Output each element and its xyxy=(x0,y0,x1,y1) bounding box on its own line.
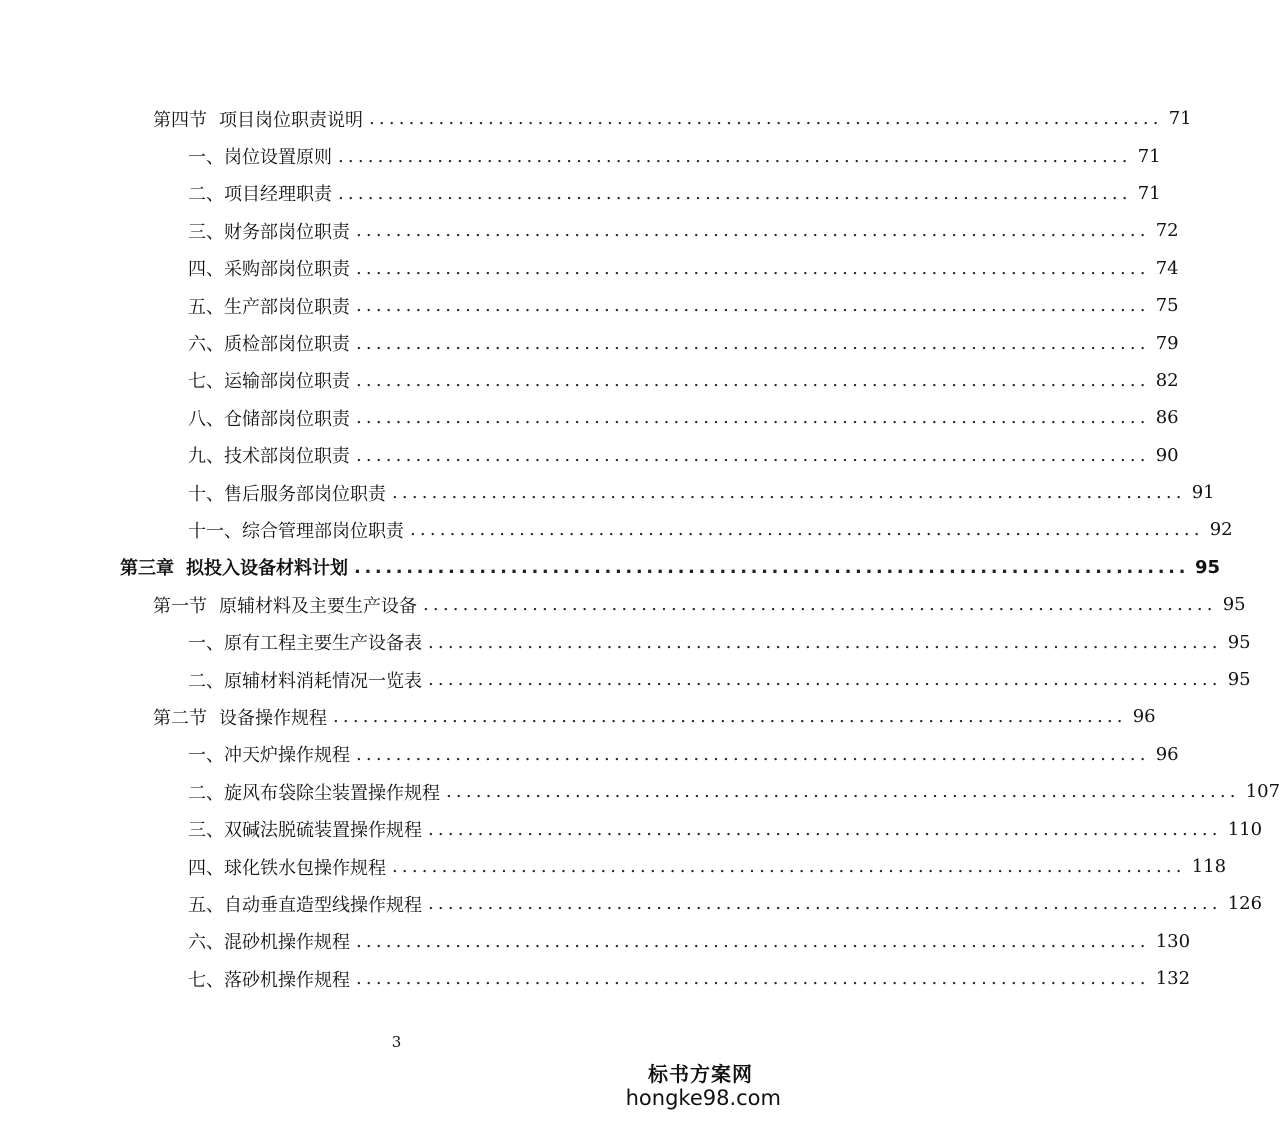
toc-entry-item[interactable] xyxy=(0,848,1227,885)
toc-page-number: 96 xyxy=(1155,743,1179,765)
toc-leader-dots: ................................................................................ xyxy=(428,818,1222,840)
toc-entry-text: 双碱法脱硫装置操作规程 xyxy=(224,820,422,842)
toc-entry-item[interactable] xyxy=(0,511,1233,548)
toc-leader-dots: ................................................................................ xyxy=(446,781,1240,803)
toc-entry-title xyxy=(153,704,327,730)
toc-entry-section[interactable] xyxy=(0,100,1192,137)
toc-entry-text: 原辅材料及主要生产设备 xyxy=(219,595,417,617)
toc-entry-text: 综合管理部岗位职责 xyxy=(242,520,404,542)
toc-entry-item[interactable] xyxy=(0,250,1179,287)
toc-entry-item[interactable] xyxy=(0,623,1251,660)
toc-page-number: 71 xyxy=(1168,108,1192,130)
toc-entry-title xyxy=(188,442,350,468)
toc-entry-text: 项目经理职责 xyxy=(224,184,332,206)
toc-entry-title xyxy=(188,293,350,319)
toc-entry-title xyxy=(188,891,422,917)
toc-entry-prefix: 五、 xyxy=(188,894,224,916)
toc-entry-item[interactable] xyxy=(0,212,1179,249)
toc-page-number: 90 xyxy=(1155,444,1179,466)
toc-entry-text: 设备操作规程 xyxy=(219,707,327,729)
toc-entry-title xyxy=(153,106,363,132)
toc-entry-prefix: 第一节 xyxy=(153,595,207,617)
toc-entry-title xyxy=(188,405,350,431)
toc-entry-text: 球化铁水包操作规程 xyxy=(224,857,386,879)
toc-page-number: 132 xyxy=(1155,968,1191,990)
toc-page-number: 71 xyxy=(1137,145,1161,167)
toc-entry-prefix: 一、 xyxy=(188,745,224,767)
toc-page-number: 95 xyxy=(1195,556,1221,578)
toc-entry-prefix: 二、 xyxy=(188,670,224,692)
toc-page-number: 110 xyxy=(1227,818,1263,840)
toc-entry-text: 运输部岗位职责 xyxy=(224,371,350,393)
toc-entry-text: 原辅材料消耗情况一览表 xyxy=(224,670,422,692)
toc-entry-prefix: 七、 xyxy=(188,969,224,991)
toc-entry-text: 落砂机操作规程 xyxy=(224,969,350,991)
toc-entry-prefix: 十、 xyxy=(188,483,224,505)
toc-entry-text: 生产部岗位职责 xyxy=(224,296,350,318)
toc-leader-dots: ................................................................................ xyxy=(428,893,1222,915)
toc-entry-prefix: 二、 xyxy=(188,184,224,206)
toc-page-number: 95 xyxy=(1227,669,1251,691)
toc-leader-dots: ................................................................................ xyxy=(356,332,1150,354)
toc-entry-prefix: 四、 xyxy=(188,259,224,281)
toc-page-number: 96 xyxy=(1132,706,1156,728)
toc-entry-chapter[interactable] xyxy=(0,549,1221,586)
toc-entry-title xyxy=(188,629,422,655)
page-number: 3 xyxy=(391,1033,402,1051)
toc-entry-text: 质检部岗位职责 xyxy=(224,334,350,356)
toc-leader-dots: ................................................................................ xyxy=(356,930,1150,952)
toc-entry-title xyxy=(188,143,332,169)
toc-entry-title xyxy=(188,779,440,805)
toc-entry-item[interactable] xyxy=(0,362,1179,399)
toc-leader-dots: ................................................................................ xyxy=(356,295,1150,317)
toc-entry-prefix: 八、 xyxy=(188,408,224,430)
toc-entry-prefix: 一、 xyxy=(188,633,224,655)
toc-page-number: 118 xyxy=(1191,856,1227,877)
toc-entry-text: 财务部岗位职责 xyxy=(224,221,350,243)
toc-page-number: 86 xyxy=(1155,407,1179,429)
toc-entry-prefix: 六、 xyxy=(188,932,224,954)
toc-entry-prefix: 第四节 xyxy=(153,109,207,131)
toc-entry-item[interactable] xyxy=(0,810,1263,847)
toc-entry-prefix: 第二节 xyxy=(153,707,207,729)
toc-entry-item[interactable] xyxy=(0,324,1179,361)
table-of-contents xyxy=(0,100,1280,997)
toc-entry-item[interactable] xyxy=(0,137,1161,174)
toc-entry-item[interactable] xyxy=(0,736,1179,773)
toc-entry-title xyxy=(188,667,422,693)
toc-leader-dots: ................................................................................ xyxy=(423,594,1217,616)
toc-entry-text: 自动垂直造型线操作规程 xyxy=(224,894,422,916)
watermark-en: hongke98.com xyxy=(625,1086,781,1110)
toc-entry-title xyxy=(188,218,350,244)
toc-entry-title xyxy=(188,816,422,842)
toc-leader-dots: ................................................................................ xyxy=(333,706,1127,728)
toc-entry-prefix: 一、 xyxy=(188,147,224,169)
toc-entry-section[interactable] xyxy=(0,586,1246,623)
toc-leader-dots: ................................................................................ xyxy=(338,182,1132,204)
toc-page-number: 126 xyxy=(1227,893,1263,915)
toc-entry-item[interactable] xyxy=(0,960,1191,997)
toc-entry-text: 原有工程主要生产设备表 xyxy=(224,633,422,655)
toc-page-number: 92 xyxy=(1209,519,1233,541)
toc-entry-item[interactable] xyxy=(0,287,1179,324)
toc-leader-dots: ................................................................................ xyxy=(410,519,1204,541)
toc-entry-title xyxy=(188,330,350,356)
toc-entry-title xyxy=(188,180,332,206)
toc-entry-item[interactable] xyxy=(0,437,1179,474)
toc-entry-title xyxy=(188,255,350,281)
toc-leader-dots: ................................................................................ xyxy=(338,145,1132,167)
toc-entry-item[interactable] xyxy=(0,399,1179,436)
toc-entry-prefix: 七、 xyxy=(188,371,224,393)
toc-entry-title xyxy=(120,554,348,580)
toc-leader-dots: ................................................................................ xyxy=(356,220,1150,242)
toc-leader-dots: ................................................................................ xyxy=(356,968,1150,990)
toc-entry-prefix: 十一、 xyxy=(188,520,242,542)
toc-entry-title xyxy=(188,966,350,992)
toc-leader-dots: ................................................................................ xyxy=(356,444,1150,466)
toc-entry-text: 仓储部岗位职责 xyxy=(224,408,350,430)
toc-page-number: 82 xyxy=(1155,369,1179,391)
toc-entry-item[interactable] xyxy=(0,885,1263,922)
toc-entry-text: 冲天炉操作规程 xyxy=(224,745,350,767)
toc-leader-dots: ................................................................................ xyxy=(354,556,1190,578)
toc-entry-text: 采购部岗位职责 xyxy=(224,259,350,281)
toc-page-number: 91 xyxy=(1191,482,1215,504)
toc-entry-text: 项目岗位职责说明 xyxy=(219,109,363,131)
toc-entry-prefix: 九、 xyxy=(188,446,224,468)
toc-page-number: 71 xyxy=(1137,182,1161,204)
toc-entry-title xyxy=(188,367,350,393)
toc-page-number: 95 xyxy=(1227,631,1251,653)
toc-leader-dots: ................................................................................ xyxy=(356,407,1150,429)
toc-entry-text: 混砂机操作规程 xyxy=(224,932,350,954)
toc-entry-title xyxy=(188,480,386,506)
toc-entry-title xyxy=(188,928,350,954)
toc-entry-text: 旋风布袋除尘装置操作规程 xyxy=(224,782,440,804)
toc-entry-prefix: 五、 xyxy=(188,296,224,318)
toc-page-number: 72 xyxy=(1155,220,1179,242)
toc-entry-prefix: 第三章 xyxy=(120,558,174,580)
toc-entry-prefix: 三、 xyxy=(188,820,224,842)
toc-entry-prefix: 二、 xyxy=(188,782,224,804)
toc-leader-dots: ................................................................................ xyxy=(392,856,1186,877)
toc-entry-title xyxy=(153,592,417,618)
toc-entry-section[interactable] xyxy=(0,698,1156,735)
toc-entry-title xyxy=(188,854,386,880)
toc-entry-title xyxy=(188,517,404,543)
toc-entry-item[interactable] xyxy=(0,773,1280,810)
toc-page-number: 75 xyxy=(1155,295,1179,317)
toc-entry-prefix: 三、 xyxy=(188,221,224,243)
toc-entry-text: 技术部岗位职责 xyxy=(224,446,350,468)
toc-entry-prefix: 六、 xyxy=(188,334,224,356)
toc-page-number: 107 xyxy=(1245,781,1280,803)
toc-entry-title xyxy=(188,741,350,767)
toc-entry-text: 售后服务部岗位职责 xyxy=(224,483,386,505)
toc-leader-dots: ................................................................................ xyxy=(392,482,1186,504)
toc-entry-item[interactable] xyxy=(0,474,1215,511)
toc-leader-dots: ................................................................................ xyxy=(428,669,1222,691)
toc-entry-item[interactable] xyxy=(0,175,1161,212)
toc-entry-text: 拟投入设备材料计划 xyxy=(186,558,348,580)
toc-entry-prefix: 四、 xyxy=(188,857,224,879)
toc-entry-item[interactable] xyxy=(0,923,1191,960)
toc-leader-dots: ................................................................................ xyxy=(428,631,1222,653)
watermark-cn: 标书方案网 xyxy=(648,1062,753,1086)
toc-page-number: 95 xyxy=(1222,594,1246,616)
toc-page-number: 130 xyxy=(1155,930,1191,952)
toc-leader-dots: ................................................................................ xyxy=(369,108,1163,130)
toc-leader-dots: ................................................................................ xyxy=(356,369,1150,391)
toc-entry-item[interactable] xyxy=(0,661,1251,698)
toc-leader-dots: ................................................................................ xyxy=(356,257,1150,279)
toc-leader-dots: ................................................................................ xyxy=(356,743,1150,765)
toc-page-number: 74 xyxy=(1155,257,1179,279)
watermark xyxy=(626,1064,781,1109)
toc-page-number: 79 xyxy=(1155,332,1179,354)
toc-entry-text: 岗位设置原则 xyxy=(224,147,332,169)
